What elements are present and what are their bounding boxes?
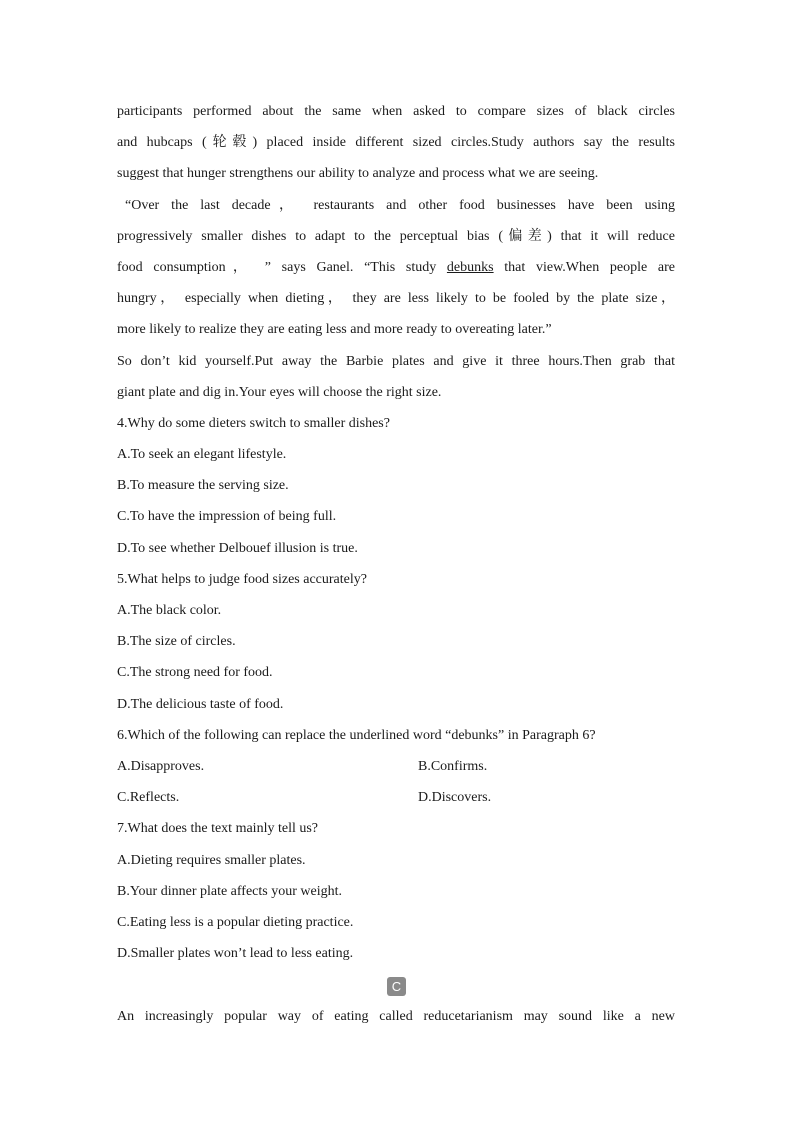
answer-option: B.To measure the serving size. (117, 478, 289, 494)
answer-option: D.Smaller plates won’t lead to less eating. (117, 946, 354, 962)
passage-line: giant plate and dig in.Your eyes will choose the right size. (117, 384, 442, 400)
passage-line: participants performed about the same when asked to compare sizes of black circles (117, 104, 675, 119)
passage-line: So don’t kid yourself.Put away the Barbie plates and give it three hours.Then grab that (117, 353, 675, 369)
passage-text: food consumption， ” says Ganel. “This study (117, 259, 447, 275)
answer-option: A.Disapproves. (117, 758, 205, 774)
question-stem: 4.Why do some dieters switch to smaller dishes? (117, 415, 390, 431)
answer-option: D.To see whether Delbouef illusion is true. (117, 540, 358, 556)
passage-line: progressively smaller dishes to adapt to the perceptual bias (偏差) that it will reduce (117, 228, 675, 244)
question-stem: 7.What does the text mainly tell us? (117, 821, 319, 837)
answer-option: C.To have the impression of being full. (117, 509, 337, 525)
question-stem: 5.What helps to judge food sizes accurately? (117, 571, 367, 587)
answer-option: D.The delicious taste of food. (117, 696, 284, 712)
answer-option-row (117, 785, 675, 816)
passage-line: hungry， especially when dieting， they are less likely to be fooled by the plate size， (117, 291, 675, 307)
answer-option: C.Reflects. (117, 790, 180, 806)
underlined-word: debunks (446, 259, 494, 275)
answer-option: A.To seek an elegant lifestyle. (117, 447, 287, 463)
answer-option: A.The black color. (117, 603, 222, 618)
question-stem: 6.Which of the following can replace the underlined word “debunks” in Paragraph 6? (117, 727, 596, 743)
passage-line: suggest that hunger strengthens our ability to analyze and process what we are seeing. (117, 166, 599, 182)
passage-line: “Over the last decade， restaurants and other food businesses have been using (125, 197, 675, 213)
answer-option: B.Confirms. (418, 758, 488, 774)
section-marker-c: C (387, 977, 406, 996)
passage-line: and hubcaps (轮毂) placed inside different sized circles.Study authors say the results (117, 135, 675, 151)
passage-line: more likely to realize they are eating less and more ready to overeating later.” (117, 322, 552, 338)
answer-option: B.The size of circles. (117, 634, 236, 650)
answer-option: C.The strong need for food. (117, 665, 273, 681)
section-c-first-line: An increasingly popular way of eating called reducetarianism may sound like a new (117, 1009, 675, 1024)
passage-text: that view.When people are (493, 259, 675, 275)
answer-option-row (117, 754, 675, 785)
answer-option: A.Dieting requires smaller plates. (117, 852, 306, 868)
answer-option: B.Your dinner plate affects your weight. (117, 883, 342, 899)
passage-and-questions (117, 99, 675, 972)
answer-option: C.Eating less is a popular dieting practice. (117, 914, 354, 930)
passage-line-with-underline (117, 255, 675, 286)
answer-option: D.Discovers. (418, 790, 492, 806)
